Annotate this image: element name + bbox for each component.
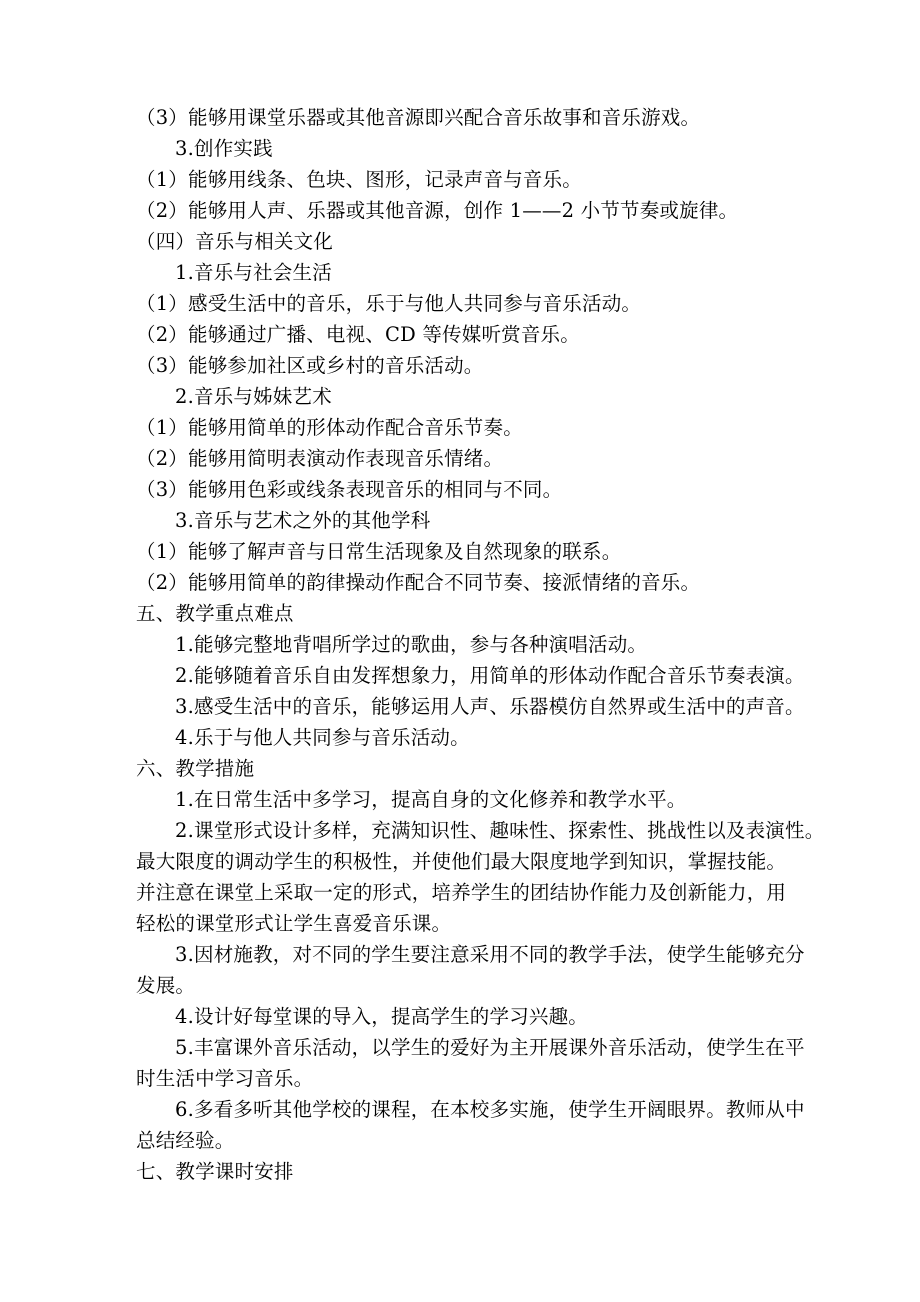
subheading: 2.音乐与姊妹艺术	[175, 385, 332, 408]
section-heading: （四）音乐与相关文化	[136, 230, 334, 253]
text-line: （3）能够参加社区或乡村的音乐活动。	[136, 354, 484, 377]
text-line: （1）能够用线条、色块、图形，记录声音与音乐。	[136, 168, 583, 191]
list-item: 3.因材施教，对不同的学生要注意采用不同的教学手法，使学生能够充分	[175, 943, 805, 966]
subheading: 3.音乐与艺术之外的其他学科	[175, 509, 431, 532]
text-line: （2）能够用简单的韵律操动作配合不同节奏、接派情绪的音乐。	[136, 571, 701, 594]
list-item: 1.在日常生活中多学习，提高自身的文化修养和教学水平。	[175, 788, 687, 811]
section-heading: 六、教学措施	[136, 757, 255, 780]
list-item: 6.多看多听其他学校的课程，在本校多实施，使学生开阔眼界。教师从中	[175, 1098, 805, 1121]
text-line: （2）能够用人声、乐器或其他音源，创作 1——2 小节节奏或旋律。	[136, 199, 739, 222]
paragraph-continuation: 最大限度的调动学生的积极性，并使他们最大限度地学到知识，掌握技能。	[136, 850, 787, 873]
paragraph-continuation: 轻松的课堂形式让学生喜爱音乐课。	[136, 912, 452, 935]
text-line: （2）能够通过广播、电视、CD 等传媒听赏音乐。	[136, 323, 580, 346]
text-line: （3）能够用色彩或线条表现音乐的相同与不同。	[136, 478, 563, 501]
text-line: （1）能够了解声音与日常生活现象及自然现象的联系。	[136, 540, 622, 563]
section-heading: 七、教学课时安排	[136, 1160, 294, 1183]
text-line: （1）感受生活中的音乐，乐于与他人共同参与音乐活动。	[136, 292, 642, 315]
paragraph-continuation: 发展。	[136, 974, 196, 997]
list-item: 5.丰富课外音乐活动，以学生的爱好为主开展课外音乐活动，使学生在平	[175, 1036, 805, 1059]
text-line: （1）能够用简单的形体动作配合音乐节奏。	[136, 416, 523, 439]
section-heading: 五、教学重点难点	[136, 602, 294, 625]
list-item: 1.能够完整地背唱所学过的歌曲，参与各种演唱活动。	[175, 633, 648, 656]
paragraph-continuation: 时生活中学习音乐。	[136, 1067, 314, 1090]
subheading: 1.音乐与社会生活	[175, 261, 332, 284]
list-item: 2.课堂形式设计多样，充满知识性、趣味性、探索性、挑战性以及表演性。	[175, 819, 825, 842]
list-item: 4.乐于与他人共同参与音乐活动。	[175, 726, 470, 749]
text-line: （2）能够用简明表演动作表现音乐情绪。	[136, 447, 504, 470]
list-item: 2.能够随着音乐自由发挥想象力，用简单的形体动作配合音乐节奏表演。	[175, 664, 805, 687]
list-item: 4.设计好每堂课的导入，提高学生的学习兴趣。	[175, 1005, 589, 1028]
text-line: （3）能够用课堂乐器或其他音源即兴配合音乐故事和音乐游戏。	[136, 106, 701, 129]
list-item: 3.感受生活中的音乐，能够运用人声、乐器模仿自然界或生活中的声音。	[175, 695, 805, 718]
paragraph-continuation: 并注意在课堂上采取一定的形式，培养学生的团结协作能力及创新能力，用	[136, 881, 787, 904]
paragraph-continuation: 总结经验。	[136, 1129, 235, 1152]
subheading: 3.创作实践	[175, 137, 273, 160]
